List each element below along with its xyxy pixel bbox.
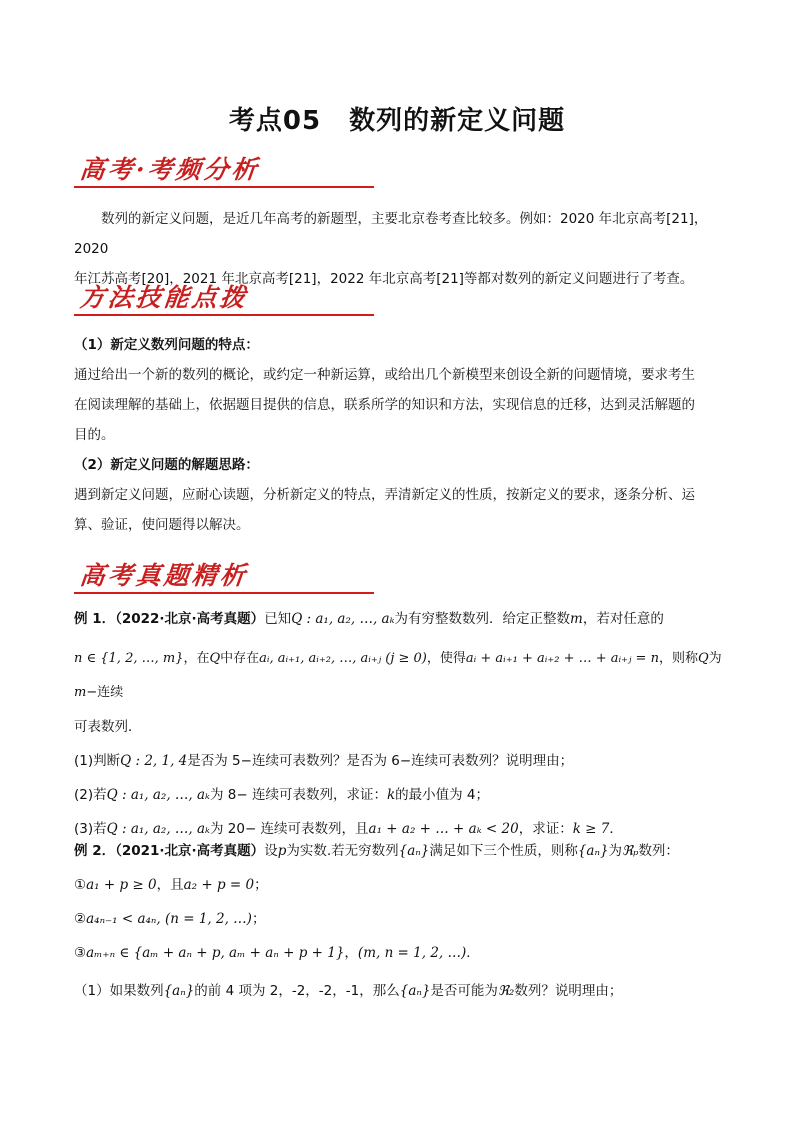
condition-number: ② xyxy=(74,911,87,927)
banner-exam-text: 高考真题精析 xyxy=(78,561,250,590)
method-line: 在阅读理解的基础上，依据题目提供的信息，联系所学的知识和方法，实现信息的迁移，达到灵活解题的 xyxy=(74,397,695,413)
example-1-question-1: (1)判断Q : 2, 1, 4是否为 5−连续可表数列？是否为 6−连续可表数列？说明理由； xyxy=(74,753,574,769)
page-title xyxy=(0,100,794,137)
condition-number: ① xyxy=(74,877,87,893)
banner-analysis xyxy=(74,148,374,188)
example-1-line-2: n ∈ {1, 2, …, m}，在Q中存在aᵢ, aᵢ₊₁, aᵢ₊₂, …, aᵢ₊ⱼ (j ≥ 0)，使得aᵢ + aᵢ₊₁ + aᵢ₊₂ + … + aᵢ₊ⱼ = n，则称Q为m−连续 xyxy=(74,651,722,700)
method-heading-2: （2）新定义问题的解题思路： xyxy=(74,457,259,473)
method-line: 通过给出一个新的数列的概论，或约定一种新运算，或给出几个新模型来创设全新的问题情境，要求考生 xyxy=(74,367,695,383)
method-line: 遇到新定义问题，应耐心读题，分析新定义的特点，弄清新定义的性质，按新定义的要求，逐条分析、运 xyxy=(74,487,695,503)
method-heading-1: （1）新定义数列问题的特点： xyxy=(74,337,259,353)
example-1 xyxy=(74,602,724,846)
intro-line: 数列的新定义问题，是近几年高考的新题型，主要北京卷考查比较多。例如：2020 年北京高考[21]，2020 xyxy=(74,211,708,257)
example-1-line-3: 可表数列． xyxy=(74,719,142,735)
method-line: 目的。 xyxy=(74,427,115,443)
banner-underline xyxy=(74,186,374,188)
example-2-condition-3: ③aₘ₊ₙ ∈ {aₘ + aₙ + p, aₘ + aₙ + p + 1}，(m, n = 1, 2, …)． xyxy=(74,945,480,961)
method-line: 算、验证，使问题得以解决。 xyxy=(74,517,250,533)
banner-underline xyxy=(74,314,374,316)
example-1-line-1: 例 1．（2022·北京·高考真题）已知Q : a₁, a₂, …, aₖ为有穷整数数列．给定正整数m，若对任意的 xyxy=(74,611,664,627)
banner-analysis-text: 高考·考频分析 xyxy=(78,155,262,184)
intro-line: 年江苏高考[20]，2021 年北京高考[21]，2022 年北京高考[21]等都对数列的新定义问题进行了考查。 xyxy=(74,271,694,287)
example-2-condition-1: ①a₁ + p ≥ 0，且a₂ + p = 0； xyxy=(74,877,268,893)
title-text: 数列的新定义问题 xyxy=(349,106,566,136)
banner-method xyxy=(74,276,374,316)
example-2-line-1: 例 2．（2021·北京·高考真题）设p为实数.若无穷数列{aₙ}满足如下三个性质，则称{aₙ}为ℜₚ数列： xyxy=(74,843,679,859)
example-1-question-3: (3)若Q : a₁, a₂, …, aₖ为 20− 连续可表数列，且a₁ + a₂ + … + aₖ < 20，求证：k ≥ 7． xyxy=(74,821,623,837)
example-2-question-1: （1）如果数列{aₙ}的前 4 项为 2，-2，-2，-1，那么{aₙ}是否可能为ℜ₂数列？说明理由； xyxy=(74,983,623,999)
example-2-condition-2: ②a₄ₙ₋₁ < a₄ₙ, (n = 1, 2, …)； xyxy=(74,911,266,927)
method-section xyxy=(74,330,724,540)
example-1-question-2: (2)若Q : a₁, a₂, …, aₖ为 8− 连续可表数列，求证：k的最小值为 4； xyxy=(74,787,490,803)
title-code: 考点05 xyxy=(228,106,322,136)
banner-exam xyxy=(74,554,374,594)
condition-number: ③ xyxy=(74,945,87,961)
example-2 xyxy=(74,834,724,1008)
banner-method-text: 方法技能点拨 xyxy=(78,283,250,312)
banner-underline xyxy=(74,592,374,594)
